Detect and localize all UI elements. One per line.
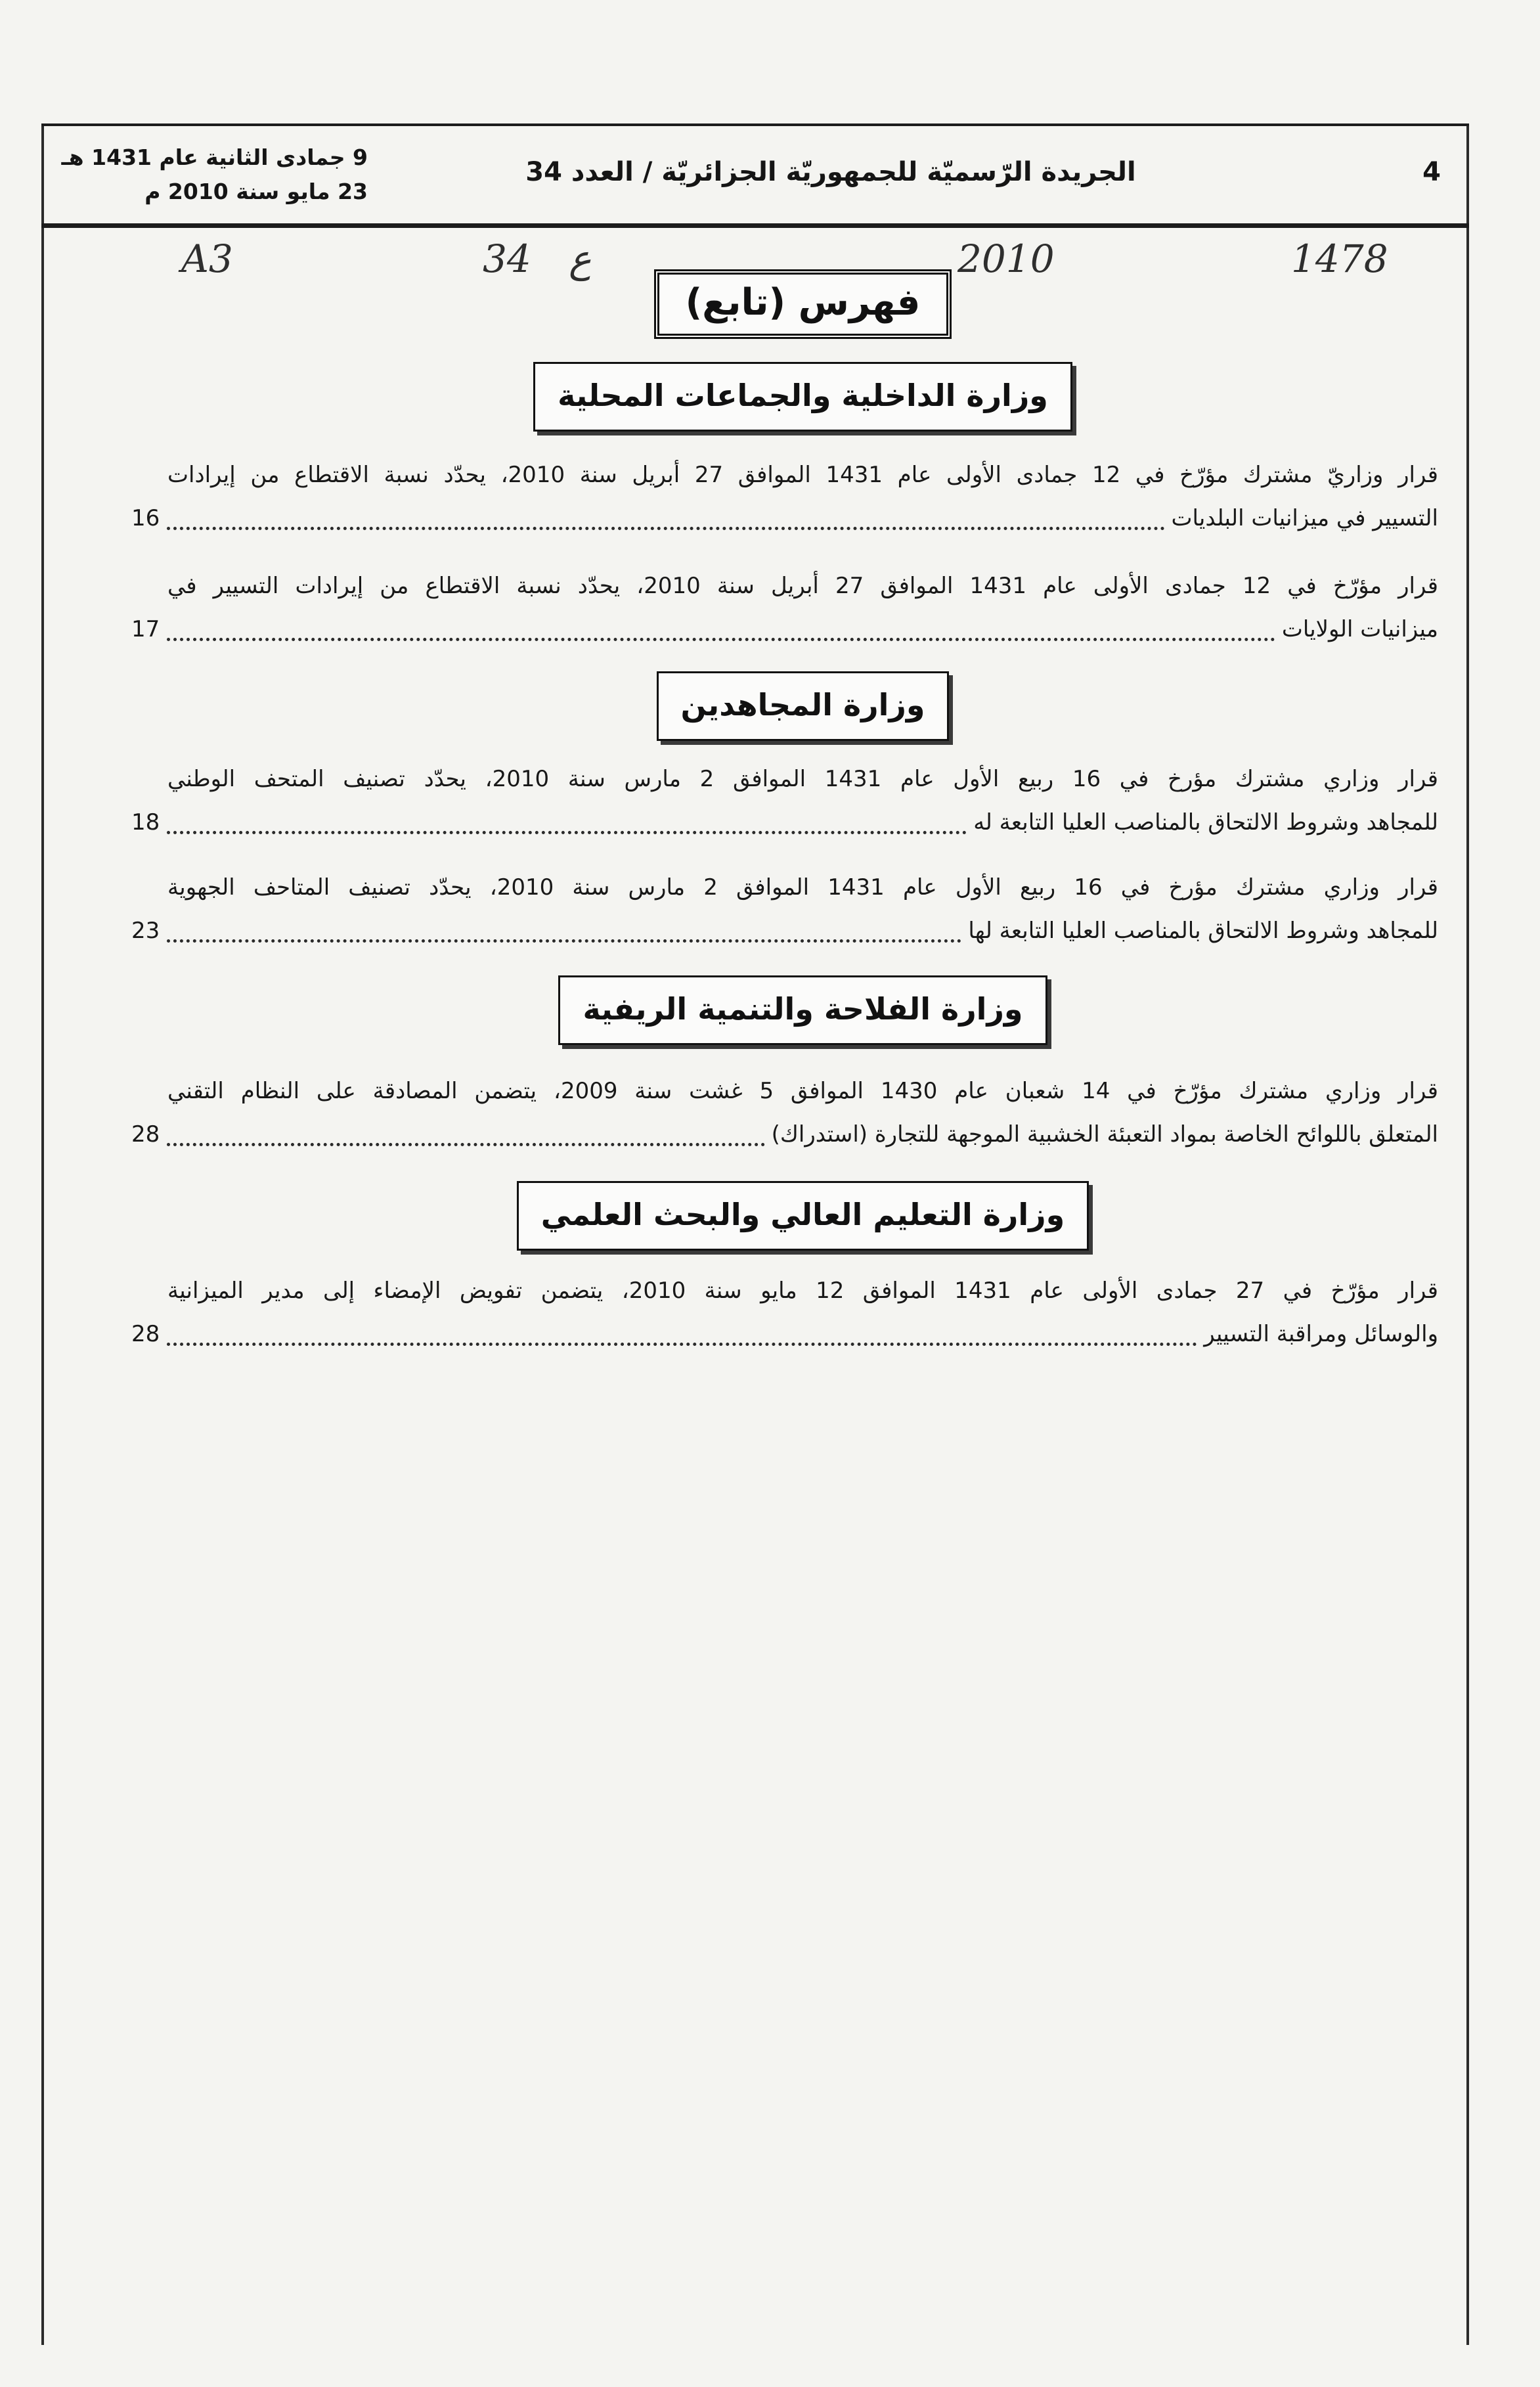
index-title: فهرس (تابع) bbox=[654, 269, 952, 339]
entry-page-number: 16 bbox=[131, 505, 160, 531]
entry-page-number: 18 bbox=[131, 809, 160, 836]
frame-left-border bbox=[41, 123, 44, 2345]
dot-leader bbox=[167, 909, 961, 943]
handwritten-note-letter: ع bbox=[569, 236, 592, 281]
index-title-row bbox=[167, 269, 1438, 339]
section-title-mujahideen-ministry: وزارة المجاهدين bbox=[657, 671, 950, 741]
page-number: 4 bbox=[1422, 157, 1441, 187]
section-heading-higher-education bbox=[167, 1181, 1438, 1251]
entry-page-number: 28 bbox=[131, 1121, 160, 1148]
dot-leader bbox=[167, 1113, 765, 1146]
entry-line-1: قرار مؤرّخ في 12 جمادى الأولى عام 1431 الموافق 27 أبريل سنة 2010، يحدّد نسبة الاقتطاع من إيرادات التسيير في bbox=[167, 573, 1439, 599]
index-entry bbox=[131, 453, 1438, 540]
entry-line-1: قرار مؤرّخ في 27 جمادى الأولى عام 1431 الموافق 12 مايو سنة 2010، يتضمن تفويض الإمضاء إلى مدير الميزانية bbox=[167, 1278, 1439, 1304]
header-date-hijri: 9 جمادى الثانية عام 1431 هـ bbox=[61, 145, 368, 170]
entry-line-2 bbox=[131, 801, 1438, 844]
entry-line-1: قرار وزاري مشترك مؤرخ في 16 ربيع الأول عام 1431 الموافق 2 مارس سنة 2010، يحدّد تصنيف المتحف الوطني bbox=[167, 766, 1438, 792]
header-top-rule bbox=[41, 123, 1469, 126]
header-date bbox=[46, 141, 368, 209]
entry-line-2-text: للمجاهد وشروط الالتحاق بالمناصب العليا التابعة لها bbox=[968, 918, 1438, 944]
frame-right-border bbox=[1466, 123, 1469, 2345]
dot-leader bbox=[167, 497, 1165, 530]
entry-line-2 bbox=[131, 1113, 1438, 1156]
entry-line-2-text: التسيير في ميزانيات البلديات bbox=[1171, 505, 1438, 531]
handwritten-note-ref: 1478 bbox=[1291, 236, 1388, 281]
header-bottom-rule bbox=[41, 223, 1469, 228]
handwritten-note-year: 2010 bbox=[957, 236, 1055, 281]
entry-page-number: 28 bbox=[131, 1321, 160, 1347]
entry-page-number: 23 bbox=[131, 918, 160, 944]
dot-leader bbox=[167, 1312, 1197, 1346]
entry-line-2-text: المتعلق باللوائح الخاصة بمواد التعبئة الخشبية الموجهة للتجارة (استدراك) bbox=[771, 1121, 1438, 1148]
section-heading-agriculture bbox=[167, 975, 1438, 1045]
section-title-agriculture-ministry: وزارة الفلاحة والتنمية الريفية bbox=[558, 975, 1047, 1045]
dot-leader bbox=[167, 801, 967, 834]
gazette-title: الجريدة الرّسميّة للجمهوريّة الجزائريّة / العدد 34 bbox=[525, 157, 1136, 187]
index-entry bbox=[131, 1269, 1438, 1356]
entry-line-1: قرار وزاري مشترك مؤرخ في 16 ربيع الأول عام 1431 الموافق 2 مارس سنة 2010، يحدّد تصنيف المتاحف الجهوية bbox=[167, 874, 1438, 901]
index-entry bbox=[131, 757, 1438, 844]
handwritten-note-a3: A3 bbox=[181, 236, 233, 281]
entry-line-2-text: ميزانيات الولايات bbox=[1281, 616, 1438, 642]
entry-line-2-text: للمجاهد وشروط الالتحاق بالمناصب العليا التابعة له bbox=[973, 809, 1438, 836]
index-entry bbox=[131, 866, 1438, 952]
entry-line-1: قرار وزاريّ مشترك مؤرّخ في 12 جمادى الأولى عام 1431 الموافق 27 أبريل سنة 2010، يحدّد نسبة الاقتطاع من إيرادات bbox=[167, 462, 1438, 488]
entry-line-1: قرار وزاري مشترك مؤرّخ في 14 شعبان عام 1430 الموافق 5 غشت سنة 2009، يتضمن المصادقة على النظام التقني bbox=[167, 1078, 1439, 1104]
section-heading-interior bbox=[167, 362, 1438, 432]
entry-line-2 bbox=[131, 1312, 1438, 1356]
index-entry bbox=[131, 564, 1438, 651]
entry-line-2-text: والوسائل ومراقبة التسيير bbox=[1204, 1321, 1438, 1347]
handwritten-note-issue: 34 bbox=[483, 236, 531, 281]
section-heading-mujahideen bbox=[167, 671, 1438, 741]
entry-line-2 bbox=[131, 497, 1438, 540]
entry-line-2 bbox=[131, 909, 1438, 952]
header-date-gregorian: 23 مايو سنة 2010 م bbox=[144, 179, 368, 204]
section-title-interior-ministry: وزارة الداخلية والجماعات المحلية bbox=[533, 362, 1072, 432]
entry-page-number: 17 bbox=[131, 616, 160, 642]
entry-line-2 bbox=[131, 608, 1438, 651]
dot-leader bbox=[167, 608, 1275, 641]
index-entry bbox=[131, 1069, 1438, 1156]
section-title-higher-education-ministry: وزارة التعليم العالي والبحث العلمي bbox=[517, 1181, 1089, 1251]
